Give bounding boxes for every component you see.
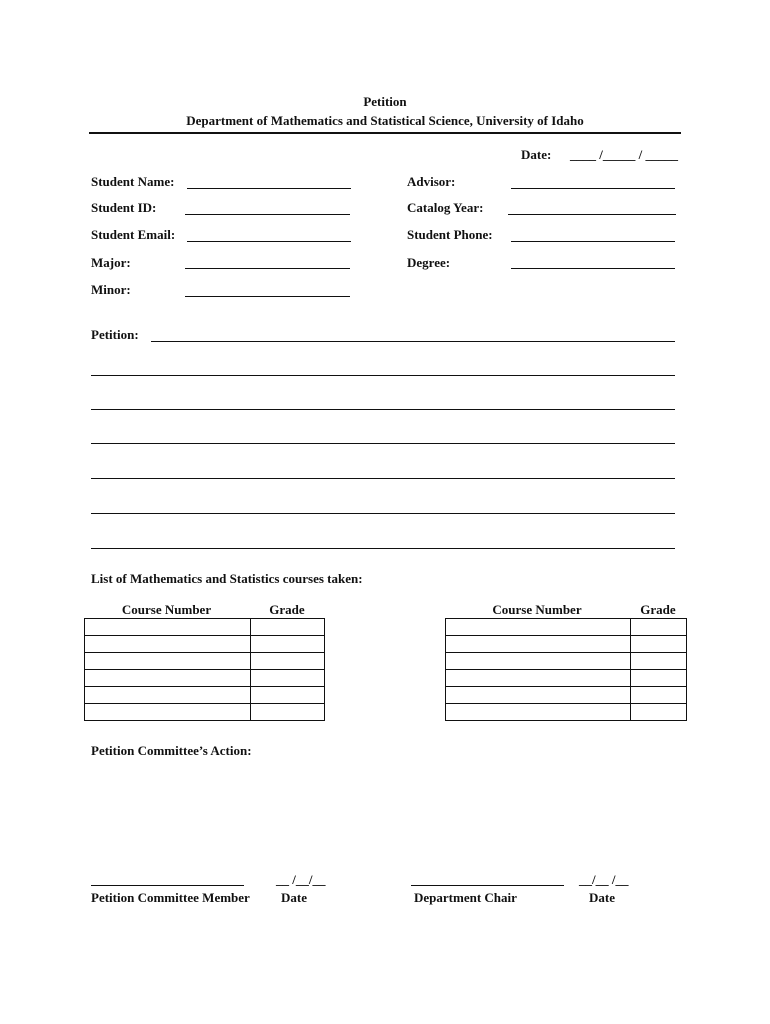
catalog-year-field[interactable] [508, 214, 676, 215]
grade-cell[interactable] [631, 704, 687, 721]
department-chair-label: Department Chair [414, 890, 517, 905]
advisor-label: Advisor: [407, 174, 456, 189]
student-name-label: Student Name: [91, 174, 175, 189]
petition-label: Petition: [91, 327, 139, 342]
grade-cell[interactable] [631, 619, 687, 636]
advisor-field[interactable] [511, 188, 675, 189]
course-number-cell[interactable] [85, 687, 251, 704]
right-courses-table [445, 618, 687, 721]
grade-cell[interactable] [251, 619, 325, 636]
grade-cell[interactable] [251, 687, 325, 704]
left-course-number-header: Course Number [121, 602, 212, 617]
table-row [446, 704, 687, 721]
degree-field[interactable] [511, 268, 675, 269]
course-number-cell[interactable] [85, 704, 251, 721]
student-id-label: Student ID: [91, 200, 157, 215]
minor-field[interactable] [185, 296, 350, 297]
petition-line[interactable] [91, 513, 675, 514]
course-number-cell[interactable] [446, 704, 631, 721]
minor-label: Minor: [91, 282, 131, 297]
petition-line[interactable] [91, 548, 675, 549]
table-row [446, 619, 687, 636]
header-rule [89, 132, 681, 134]
grade-cell[interactable] [251, 636, 325, 653]
major-field[interactable] [185, 268, 350, 269]
course-number-cell[interactable] [85, 619, 251, 636]
department-subtitle: Department of Mathematics and Statistical Science, University of Idaho [186, 113, 584, 128]
date-label: Date: [521, 147, 552, 162]
left-courses-table [84, 618, 325, 721]
course-number-cell[interactable] [85, 670, 251, 687]
table-row [446, 687, 687, 704]
course-number-cell[interactable] [446, 636, 631, 653]
course-number-cell[interactable] [85, 636, 251, 653]
table-row [85, 636, 325, 653]
grade-cell[interactable] [631, 687, 687, 704]
petition-line[interactable] [91, 409, 675, 410]
petition-line[interactable] [91, 443, 675, 444]
department-chair-date-field[interactable]: __/__ /__ [579, 872, 629, 887]
course-number-cell[interactable] [446, 670, 631, 687]
right-course-number-header: Course Number [492, 602, 582, 617]
petition-line[interactable] [91, 375, 675, 376]
grade-cell[interactable] [631, 653, 687, 670]
grade-cell[interactable] [251, 670, 325, 687]
table-row [446, 636, 687, 653]
page-title: Petition [363, 94, 407, 109]
grade-cell[interactable] [631, 670, 687, 687]
table-row [85, 619, 325, 636]
committee-member-label: Petition Committee Member [91, 890, 250, 905]
table-row [85, 687, 325, 704]
courses-heading: List of Mathematics and Statistics courses taken: [91, 571, 363, 586]
table-row [85, 670, 325, 687]
petition-line[interactable] [91, 478, 675, 479]
left-grade-header: Grade [269, 602, 305, 617]
major-label: Major: [91, 255, 131, 270]
table-row [446, 653, 687, 670]
student-phone-label: Student Phone: [407, 227, 493, 242]
student-id-field[interactable] [185, 214, 350, 215]
committee-member-date-label: Date [281, 890, 307, 905]
committee-action-heading: Petition Committee’s Action: [91, 743, 252, 758]
petition-first-line[interactable] [151, 341, 675, 342]
course-number-cell[interactable] [446, 619, 631, 636]
department-chair-signature-line[interactable] [411, 885, 564, 886]
table-row [446, 670, 687, 687]
grade-cell[interactable] [251, 653, 325, 670]
table-row [85, 653, 325, 670]
course-number-cell[interactable] [85, 653, 251, 670]
committee-member-signature-line[interactable] [91, 885, 244, 886]
course-number-cell[interactable] [446, 687, 631, 704]
grade-cell[interactable] [251, 704, 325, 721]
student-name-field[interactable] [187, 188, 351, 189]
student-email-label: Student Email: [91, 227, 176, 242]
date-field[interactable]: ____ /_____ / _____ [570, 147, 678, 162]
department-chair-date-label: Date [589, 890, 615, 905]
student-email-field[interactable] [187, 241, 351, 242]
table-row [85, 704, 325, 721]
grade-cell[interactable] [631, 636, 687, 653]
committee-member-date-field[interactable]: __ /__/__ [276, 872, 326, 887]
degree-label: Degree: [407, 255, 451, 270]
right-grade-header: Grade [640, 602, 676, 617]
catalog-year-label: Catalog Year: [407, 200, 484, 215]
course-number-cell[interactable] [446, 653, 631, 670]
student-phone-field[interactable] [511, 241, 675, 242]
